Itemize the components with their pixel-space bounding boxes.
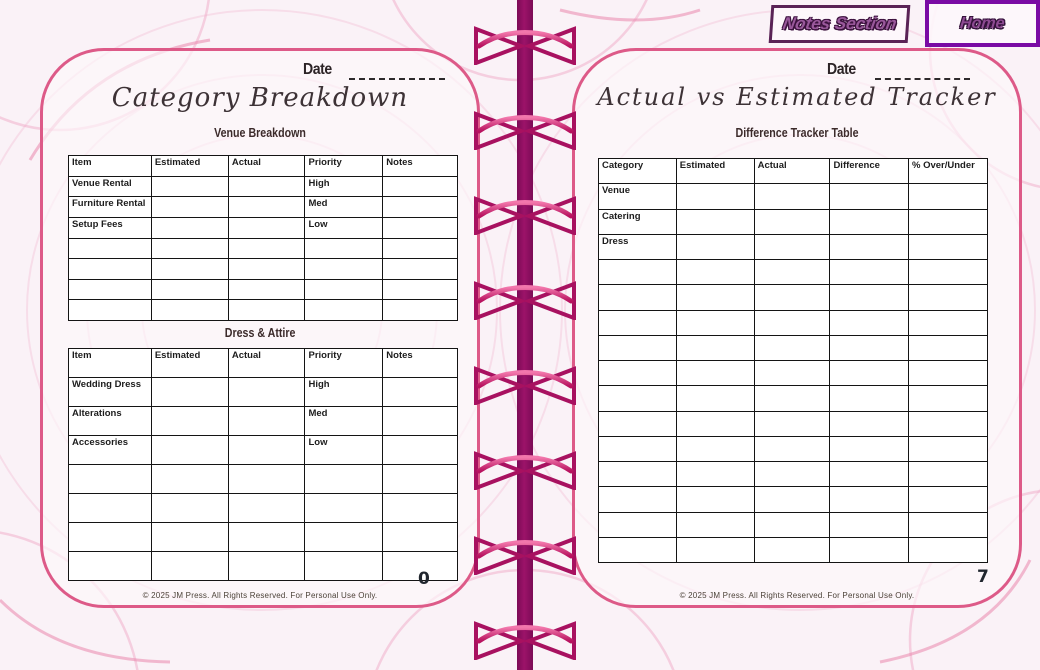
date-row bbox=[575, 61, 1019, 85]
table-cell[interactable] bbox=[151, 279, 228, 300]
table-row bbox=[599, 462, 988, 487]
table-cell[interactable] bbox=[754, 386, 830, 411]
date-label: Date bbox=[827, 61, 856, 78]
table-cell[interactable] bbox=[228, 552, 305, 581]
table-row bbox=[599, 537, 988, 562]
table-cell[interactable] bbox=[383, 407, 458, 436]
table-row bbox=[599, 487, 988, 512]
table-row bbox=[599, 310, 988, 335]
table-cell[interactable] bbox=[69, 465, 152, 494]
column-header-cell: Notes bbox=[383, 156, 458, 177]
dress-table-caption: Dress & Attire bbox=[224, 325, 296, 340]
table-cell[interactable] bbox=[69, 279, 152, 300]
table-cell[interactable] bbox=[830, 260, 909, 285]
column-header-cell: Estimated bbox=[676, 159, 754, 184]
header-row bbox=[69, 349, 458, 378]
table-cell[interactable] bbox=[830, 335, 909, 360]
table-cell[interactable] bbox=[599, 462, 677, 487]
table-cell[interactable]: Accessories bbox=[69, 436, 152, 465]
column-header-cell: Actual bbox=[754, 159, 830, 184]
table-cell[interactable] bbox=[383, 300, 458, 321]
table-cell[interactable] bbox=[830, 209, 909, 234]
table-cell[interactable] bbox=[383, 217, 458, 238]
table-cell[interactable]: Catering bbox=[599, 209, 677, 234]
table-cell[interactable] bbox=[830, 487, 909, 512]
table-cell[interactable] bbox=[383, 436, 458, 465]
table-cell[interactable] bbox=[909, 386, 988, 411]
table-cell[interactable] bbox=[69, 494, 152, 523]
table-cell[interactable] bbox=[754, 260, 830, 285]
table-cell[interactable] bbox=[228, 436, 305, 465]
table-cell[interactable] bbox=[599, 335, 677, 360]
table-cell[interactable] bbox=[830, 462, 909, 487]
table-cell[interactable] bbox=[754, 209, 830, 234]
table-cell[interactable] bbox=[228, 176, 305, 197]
column-header-cell: % Over/Under bbox=[909, 159, 988, 184]
table-cell[interactable] bbox=[151, 378, 228, 407]
table-cell[interactable] bbox=[909, 411, 988, 436]
table-row bbox=[69, 552, 458, 581]
table-cell[interactable] bbox=[909, 361, 988, 386]
column-header-cell: Estimated bbox=[151, 156, 228, 177]
table-cell[interactable] bbox=[909, 310, 988, 335]
table-row bbox=[599, 209, 988, 234]
table-cell[interactable] bbox=[151, 436, 228, 465]
table-cell[interactable] bbox=[754, 234, 830, 259]
table-cell[interactable] bbox=[830, 285, 909, 310]
column-header-cell: Item bbox=[69, 349, 152, 378]
table-row bbox=[69, 436, 458, 465]
table-cell[interactable] bbox=[754, 537, 830, 562]
table-cell[interactable]: Dress bbox=[599, 234, 677, 259]
table-cell[interactable] bbox=[151, 523, 228, 552]
ribbon-bow-icon bbox=[473, 19, 577, 65]
column-header-cell: Difference bbox=[830, 159, 909, 184]
table-cell[interactable] bbox=[676, 209, 754, 234]
table-cell[interactable] bbox=[305, 465, 383, 494]
table-cell[interactable] bbox=[383, 259, 458, 280]
table-cell[interactable] bbox=[228, 523, 305, 552]
column-header-cell: Actual bbox=[228, 349, 305, 378]
date-fill-line[interactable] bbox=[875, 78, 970, 80]
ribbon-bow-icon bbox=[473, 614, 577, 660]
ribbon-bow-icon bbox=[473, 274, 577, 320]
table-cell[interactable]: Venue Rental bbox=[69, 176, 152, 197]
table-cell[interactable]: High bbox=[305, 176, 383, 197]
table-row bbox=[599, 436, 988, 461]
planner-page-left bbox=[40, 48, 480, 608]
table-cell[interactable] bbox=[383, 465, 458, 494]
column-header-cell: Actual bbox=[228, 156, 305, 177]
table-cell[interactable] bbox=[754, 462, 830, 487]
table-cell[interactable] bbox=[228, 407, 305, 436]
table-cell[interactable]: Setup Fees bbox=[69, 217, 152, 238]
table-cell[interactable] bbox=[676, 487, 754, 512]
table-cell[interactable] bbox=[909, 487, 988, 512]
table-cell[interactable]: Low bbox=[305, 436, 383, 465]
date-fill-line[interactable] bbox=[349, 78, 445, 80]
table-cell[interactable] bbox=[676, 512, 754, 537]
table-cell[interactable] bbox=[383, 378, 458, 407]
table-row bbox=[599, 361, 988, 386]
table-cell[interactable] bbox=[909, 537, 988, 562]
table-cell[interactable] bbox=[69, 300, 152, 321]
table-cell[interactable]: Alterations bbox=[69, 407, 152, 436]
table-row bbox=[599, 285, 988, 310]
table-cell[interactable] bbox=[228, 238, 305, 259]
table-cell[interactable] bbox=[151, 259, 228, 280]
table-cell[interactable] bbox=[383, 494, 458, 523]
header-row bbox=[599, 159, 988, 184]
ribbon-bow-icon bbox=[473, 104, 577, 150]
table-cell[interactable] bbox=[754, 335, 830, 360]
table-cell[interactable] bbox=[69, 259, 152, 280]
table-cell[interactable] bbox=[754, 361, 830, 386]
column-header-cell: Notes bbox=[383, 349, 458, 378]
table-row bbox=[69, 407, 458, 436]
ribbon-bow-icon bbox=[473, 444, 577, 490]
page-number: 0 bbox=[418, 569, 430, 589]
ribbon-bow-icon bbox=[473, 529, 577, 575]
table-cell[interactable] bbox=[754, 436, 830, 461]
table-row bbox=[69, 279, 458, 300]
table-cell[interactable] bbox=[151, 407, 228, 436]
venue-breakdown-table bbox=[68, 155, 458, 321]
date-row bbox=[43, 61, 477, 85]
table-cell[interactable] bbox=[69, 552, 152, 581]
difference-tracker-table bbox=[598, 158, 988, 563]
table-cell[interactable] bbox=[228, 465, 305, 494]
table-row bbox=[69, 494, 458, 523]
table-row bbox=[599, 386, 988, 411]
table-cell[interactable] bbox=[383, 238, 458, 259]
table-row bbox=[599, 335, 988, 360]
table-cell[interactable] bbox=[228, 279, 305, 300]
table-cell[interactable] bbox=[676, 335, 754, 360]
table-cell[interactable] bbox=[830, 184, 909, 209]
table-cell[interactable] bbox=[599, 361, 677, 386]
table-cell[interactable] bbox=[676, 436, 754, 461]
table-cell[interactable] bbox=[754, 310, 830, 335]
table-cell[interactable]: Low bbox=[305, 217, 383, 238]
diff-table-caption: Difference Tracker Table bbox=[735, 125, 859, 140]
table-cell[interactable]: Venue bbox=[599, 184, 677, 209]
ribbon-bow-icon bbox=[473, 189, 577, 235]
table-row bbox=[69, 259, 458, 280]
table-row bbox=[69, 238, 458, 259]
page-number: 7 bbox=[977, 567, 989, 587]
table-cell[interactable] bbox=[151, 217, 228, 238]
copyright-footer: © 2025 JM Press. All Rights Reserved. For Personal Use Only. bbox=[679, 591, 915, 600]
table-cell[interactable] bbox=[383, 523, 458, 552]
table-cell[interactable] bbox=[305, 523, 383, 552]
venue-table-caption: Venue Breakdown bbox=[214, 125, 306, 140]
table-cell[interactable] bbox=[151, 197, 228, 218]
table-cell[interactable] bbox=[830, 234, 909, 259]
table-cell[interactable] bbox=[599, 487, 677, 512]
table-row bbox=[599, 234, 988, 259]
table-cell[interactable] bbox=[599, 436, 677, 461]
table-cell[interactable] bbox=[151, 238, 228, 259]
table-cell[interactable] bbox=[151, 300, 228, 321]
table-cell[interactable] bbox=[830, 386, 909, 411]
home-button[interactable] bbox=[925, 0, 1040, 47]
ribbon-bow-icon bbox=[473, 359, 577, 405]
table-cell[interactable] bbox=[754, 285, 830, 310]
notes-section-button-label: Notes Section bbox=[781, 14, 898, 33]
table-cell[interactable] bbox=[151, 176, 228, 197]
table-cell[interactable] bbox=[909, 436, 988, 461]
table-row bbox=[599, 411, 988, 436]
table-cell[interactable] bbox=[151, 552, 228, 581]
table-cell[interactable] bbox=[305, 238, 383, 259]
table-row bbox=[69, 197, 458, 218]
table-cell[interactable] bbox=[69, 523, 152, 552]
table-cell[interactable] bbox=[676, 234, 754, 259]
table-cell[interactable] bbox=[909, 260, 988, 285]
page-title: Category Breakdown bbox=[111, 83, 409, 113]
table-cell[interactable]: Med bbox=[305, 407, 383, 436]
notes-section-button[interactable] bbox=[769, 5, 911, 43]
table-cell[interactable] bbox=[754, 512, 830, 537]
table-cell[interactable] bbox=[830, 411, 909, 436]
table-cell[interactable] bbox=[151, 465, 228, 494]
table-cell[interactable] bbox=[676, 361, 754, 386]
table-cell[interactable] bbox=[383, 279, 458, 300]
table-row bbox=[69, 523, 458, 552]
copyright-footer: © 2025 JM Press. All Rights Reserved. For Personal Use Only. bbox=[142, 591, 378, 600]
table-cell[interactable] bbox=[676, 184, 754, 209]
table-cell[interactable] bbox=[909, 462, 988, 487]
table-cell[interactable] bbox=[676, 386, 754, 411]
column-header-cell: Estimated bbox=[151, 349, 228, 378]
table-cell[interactable] bbox=[228, 197, 305, 218]
column-header-cell: Priority bbox=[305, 349, 383, 378]
table-cell[interactable] bbox=[830, 436, 909, 461]
table-cell[interactable] bbox=[599, 537, 677, 562]
table-cell[interactable] bbox=[228, 300, 305, 321]
table-cell[interactable] bbox=[383, 197, 458, 218]
table-cell[interactable] bbox=[909, 209, 988, 234]
table-row bbox=[599, 512, 988, 537]
table-cell[interactable]: Wedding Dress bbox=[69, 378, 152, 407]
table-cell[interactable]: Furniture Rental bbox=[69, 197, 152, 218]
table-cell[interactable] bbox=[676, 462, 754, 487]
table-cell[interactable] bbox=[909, 234, 988, 259]
table-cell[interactable] bbox=[305, 494, 383, 523]
table-cell[interactable] bbox=[909, 285, 988, 310]
table-cell[interactable] bbox=[599, 260, 677, 285]
table-cell[interactable] bbox=[599, 310, 677, 335]
table-cell[interactable] bbox=[830, 512, 909, 537]
page-title: Actual vs Estimated Tracker bbox=[597, 83, 997, 111]
table-cell[interactable] bbox=[754, 411, 830, 436]
table-cell[interactable] bbox=[830, 537, 909, 562]
table-cell[interactable] bbox=[305, 259, 383, 280]
table-cell[interactable]: Med bbox=[305, 197, 383, 218]
header-row bbox=[69, 156, 458, 177]
table-row bbox=[69, 217, 458, 238]
table-cell[interactable] bbox=[909, 335, 988, 360]
table-cell[interactable] bbox=[599, 512, 677, 537]
table-cell[interactable] bbox=[151, 494, 228, 523]
table-cell[interactable] bbox=[676, 310, 754, 335]
table-cell[interactable] bbox=[305, 552, 383, 581]
table-cell[interactable] bbox=[599, 285, 677, 310]
table-row bbox=[69, 300, 458, 321]
table-row bbox=[69, 465, 458, 494]
column-header-cell: Category bbox=[599, 159, 677, 184]
table-cell[interactable] bbox=[383, 176, 458, 197]
dress-attire-table bbox=[68, 348, 458, 581]
column-header-cell: Item bbox=[69, 156, 152, 177]
table-cell[interactable] bbox=[676, 260, 754, 285]
table-row bbox=[69, 378, 458, 407]
table-cell[interactable] bbox=[599, 411, 677, 436]
table-cell[interactable] bbox=[599, 386, 677, 411]
date-label: Date bbox=[303, 61, 332, 78]
table-cell[interactable] bbox=[754, 487, 830, 512]
table-cell[interactable] bbox=[228, 259, 305, 280]
table-cell[interactable] bbox=[305, 300, 383, 321]
table-row bbox=[599, 260, 988, 285]
table-cell[interactable] bbox=[909, 512, 988, 537]
table-cell[interactable] bbox=[228, 378, 305, 407]
table-cell[interactable] bbox=[228, 217, 305, 238]
table-row bbox=[599, 184, 988, 209]
table-cell[interactable] bbox=[754, 184, 830, 209]
table-cell[interactable] bbox=[69, 238, 152, 259]
table-row bbox=[69, 176, 458, 197]
home-button-label: Home bbox=[959, 14, 1006, 32]
planner-page-right bbox=[572, 48, 1022, 608]
table-cell[interactable] bbox=[305, 279, 383, 300]
table-cell[interactable] bbox=[676, 537, 754, 562]
table-cell[interactable] bbox=[676, 411, 754, 436]
table-cell[interactable] bbox=[909, 184, 988, 209]
table-cell[interactable] bbox=[830, 310, 909, 335]
table-cell[interactable]: High bbox=[305, 378, 383, 407]
table-cell[interactable] bbox=[676, 285, 754, 310]
table-cell[interactable] bbox=[830, 361, 909, 386]
table-cell[interactable] bbox=[228, 494, 305, 523]
column-header-cell: Priority bbox=[305, 156, 383, 177]
